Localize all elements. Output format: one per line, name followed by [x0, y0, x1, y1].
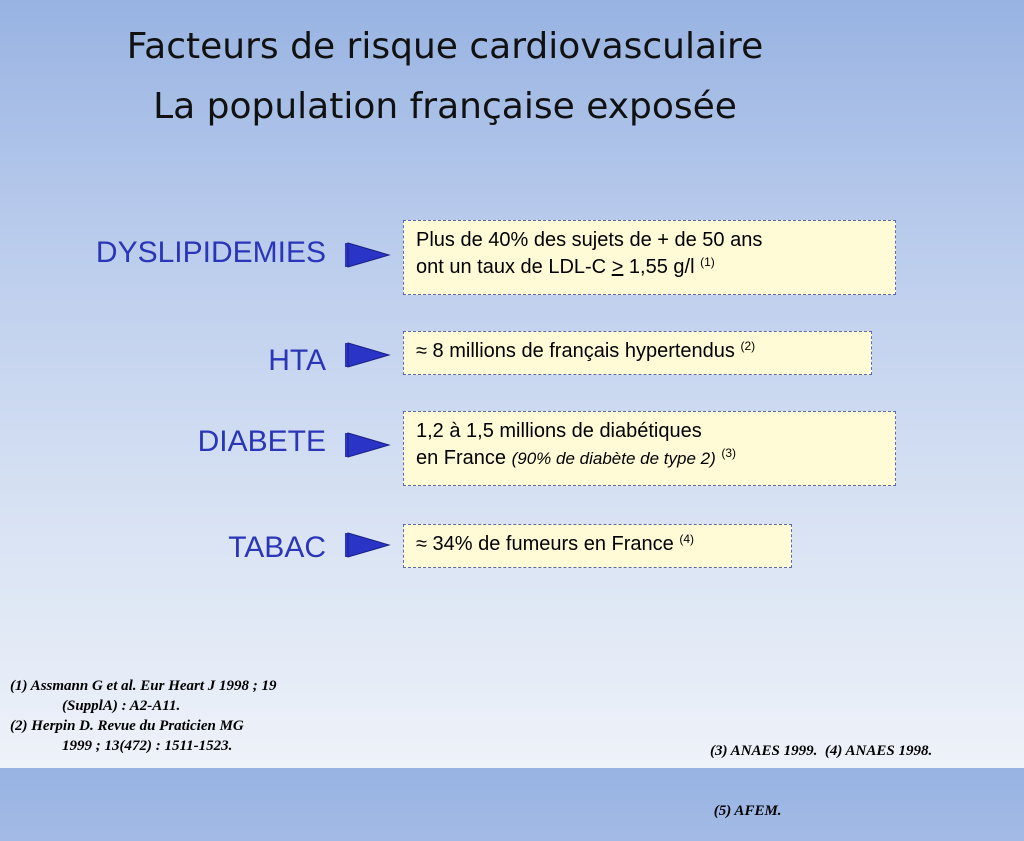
- references-left: [10, 676, 277, 756]
- reference-line: (5) AFEM.: [710, 803, 782, 819]
- reference-line: (SupplA) : A2-A11.: [62, 698, 181, 714]
- reference-line: (2) Herpin D. Revue du Praticien MG: [10, 718, 244, 734]
- arrow-icon: [345, 529, 391, 561]
- diabete-line1: 1,2 à 1,5 millions de diabétiques: [416, 420, 702, 442]
- diabete-box: [403, 411, 896, 486]
- reference-marker: (1): [700, 255, 715, 269]
- reference-marker: (3): [721, 446, 736, 460]
- label-hta: HTA: [268, 344, 326, 377]
- hta-text: ≈ 8 millions de français hypertendus $^{(2)}$: [416, 339, 756, 362]
- dyslipidemies-line2: ont un taux de LDL-C > 1,55 g/l $^{(1)}$: [416, 255, 715, 278]
- diabete-line2: en France (90% de diabète de type 2) $^{(3)}$: [416, 446, 736, 469]
- reference-marker: (4): [679, 532, 695, 546]
- tabac-box: [403, 524, 792, 568]
- label-tabac: TABAC: [228, 531, 326, 564]
- label-diabete: DIABETE: [197, 425, 326, 458]
- tabac-text: ≈ 34% de fumeurs en France $^{(4)}$: [416, 532, 695, 555]
- references-right: [710, 701, 932, 841]
- reference-marker: (2): [740, 339, 756, 353]
- arrow-icon: [345, 339, 391, 371]
- label-dyslipidemies: DYSLIPIDEMIES: [95, 236, 326, 269]
- slide-title: Facteurs de risque cardiovasculaire: [126, 26, 764, 67]
- reference-line: (3) ANAES 1999. (4) ANAES 1998.: [710, 743, 933, 759]
- slide-subtitle: La population française exposée: [153, 86, 737, 127]
- dyslipidemies-line1: Plus de 40% des sujets de + de 50 ans: [416, 229, 763, 251]
- arrow-icon: [345, 239, 391, 271]
- reference-line: (1) Assmann G et al. Eur Heart J 1998 ; 19: [10, 678, 277, 694]
- reference-line: 1999 ; 13(472) : 1511-1523.: [62, 738, 233, 754]
- arrow-icon: [345, 429, 391, 461]
- hta-box: [403, 331, 872, 375]
- dyslipidemies-box: [403, 220, 896, 295]
